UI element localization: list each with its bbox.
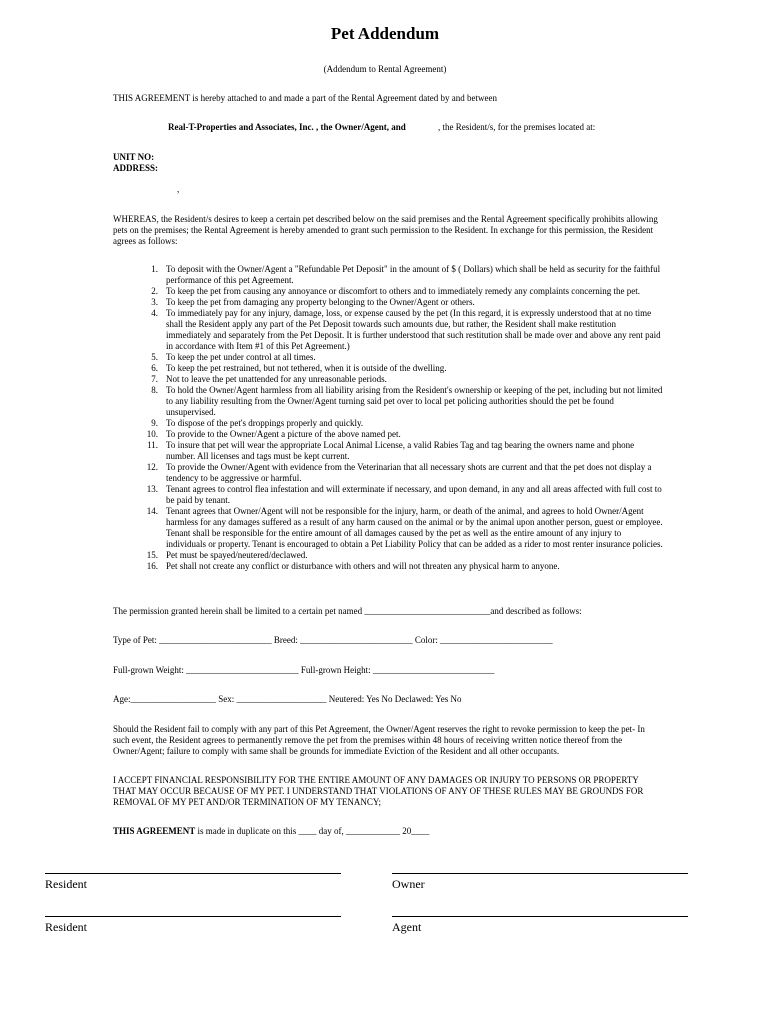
- pet-type-breed-color-fields[interactable]: Type of Pet: _________________________ Breed: _________________________ Color: _________________________: [113, 635, 553, 645]
- list-item-number: 9.: [151, 418, 158, 428]
- intro-text: THIS AGREEMENT is hereby attached to and made a part of the Rental Agreement dated by and between: [113, 93, 497, 103]
- list-item-number: 13.: [146, 484, 158, 494]
- list-item-number: 6.: [151, 363, 158, 373]
- list-item-text: Pet shall not create any conflict or disturbance with others and will not threaten any physical harm to anyone.: [166, 561, 560, 571]
- list-item-number: 15.: [146, 550, 158, 560]
- list-item: [113, 418, 663, 429]
- pet-age-sex-fields[interactable]: Age:___________________ Sex: ____________________ Neutered: Yes No Declawed: Yes No: [113, 694, 462, 704]
- list-item-number: 5.: [151, 352, 158, 362]
- unit-label: UNIT NO:: [113, 152, 155, 162]
- list-item-text: To hold the Owner/Agent harmless from all liability arising from the Resident's ownership or keeping of the pet, including but not limited to any liability resulting from the Owner/Agent turning said pet over to local pet policing authorities should the pet be found unsupervised.: [166, 385, 663, 417]
- duplicate-rest[interactable]: is made in duplicate on this ____ day of, ____________ 20____: [195, 826, 430, 836]
- list-item: [113, 440, 663, 462]
- revocation-paragraph: Should the Resident fail to comply with any part of this Pet Agreement, the Owner/Agent reserves the right to revoke permission to keep the pet- In such event, the Resident agrees to permanently remove the pet from the premises within 48 hours of receiving written notice thereof from the Owner/Agent; failure to comply with same shall be grounds for immediate Eviction of the Resident and all other occupants.: [113, 724, 645, 756]
- list-item: [113, 297, 663, 308]
- whereas-paragraph: WHEREAS, the Resident/s desires to keep a certain pet described below on the said premises and the Rental Agreement specifically prohibits allowing pets on the premises; the Rental Agreement is hereby amended to grant such permission to the Resident. In exchange for this permission, the Resident agrees as follows:: [113, 214, 658, 246]
- list-item-number: 14.: [146, 506, 158, 516]
- list-item-text: Tenant agrees that Owner/Agent will not be responsible for the injury, harm, or death of the animal, and agrees to hold Owner/Agent harmless for any damages suffered as a result of any harm caused on the animal or by the animal upon another person, guest or employee. Tenant shall be responsible for the entire amount of all damages caused by the pet as well as the entire amount of any injury to individuals or property. Tenant is encouraged to obtain a Pet Liability Policy that can be added as a rider to most renter insurance policies.: [166, 506, 663, 549]
- list-item-number: 1.: [151, 264, 158, 274]
- pet-weight-height-fields[interactable]: Full-grown Weight: _________________________ Full-grown Height: ___________________________: [113, 665, 495, 675]
- list-item-text: Tenant agrees to control flea infestation and will exterminate if necessary, and upon demand, in any and all areas affected with full cost to be paid by tenant.: [166, 484, 662, 505]
- list-item: [113, 561, 663, 572]
- resident-label-2: Resident: [45, 920, 87, 934]
- list-item-number: 4.: [151, 308, 158, 318]
- page-subtitle: (Addendum to Rental Agreement): [323, 64, 447, 74]
- list-item-text: To insure that pet will wear the appropriate Local Animal License, a valid Rabies Tag and tag bearing the owners name and phone number. All licenses and tags must be kept current.: [166, 440, 635, 461]
- list-item: [113, 484, 663, 506]
- list-item: [113, 352, 663, 363]
- list-item: [113, 286, 663, 297]
- list-item: [113, 506, 663, 550]
- duplicate-statement: [113, 826, 429, 837]
- list-item-number: 16.: [146, 561, 158, 571]
- list-item-number: 11.: [147, 440, 158, 450]
- list-item: [113, 264, 663, 286]
- address-comma: ,: [177, 184, 180, 194]
- list-item-number: 7.: [151, 374, 158, 384]
- list-item-text: To keep the pet from damaging any property belonging to the Owner/Agent or others.: [166, 297, 475, 307]
- resident-party: , the Resident/s, for the premises located at:: [438, 122, 596, 132]
- list-item-text: To deposit with the Owner/Agent a "Refundable Pet Deposit" in the amount of $ ( Dollars) which shall be held as security for the faithful performance of this pet Agreement.: [166, 264, 661, 285]
- list-item-text: To provide to the Owner/Agent a picture of the above named pet.: [166, 429, 401, 439]
- list-item: [113, 550, 663, 561]
- acceptance-paragraph: I ACCEPT FINANCIAL RESPONSIBILITY FOR THE ENTIRE AMOUNT OF ANY DAMAGES OR INJURY TO PERSONS OR PROPERTY THAT MAY OCCUR BECAUSE OF MY PET. I UNDERSTAND THAT VIOLATIONS OF ANY OF THESE RULES MAY BE GROUNDS FOR REMOVAL OF MY PET AND/OR TERMINATION OF MY TENANCY;: [113, 775, 644, 807]
- list-item: [113, 308, 663, 352]
- page-title: Pet Addendum: [330, 24, 440, 43]
- terms-list: [113, 264, 663, 572]
- list-item-text: To keep the pet under control at all times.: [166, 352, 316, 362]
- duplicate-bold: THIS AGREEMENT: [113, 826, 196, 836]
- list-item-text: To provide the Owner/Agent with evidence from the Veterinarian that all necessary shots are current and that the pet does not display a tendency to be aggressive or harmful.: [166, 462, 652, 483]
- resident-signature-line-1[interactable]: [45, 873, 341, 874]
- list-item-text: To keep the pet restrained, but not tethered, when it is outside of the dwelling.: [166, 363, 447, 373]
- list-item: [113, 385, 663, 418]
- list-item: [113, 462, 663, 484]
- list-item: [113, 363, 663, 374]
- agent-label: Agent: [392, 920, 422, 934]
- list-item-text: To immediately pay for any injury, damage, loss, or expense caused by the pet (In this regard, it is expressly understood that at no time shall the Resident apply any part of the Pet Deposit towards such amounts due, but rather, the Resident shall make restitution immediately and separately from the Pet Deposit. It is further understood that such restitution shall be made over and above any rent paid in accordance with Item #1 of this Pet Agreement.): [166, 308, 661, 351]
- list-item-number: 10.: [146, 429, 158, 439]
- list-item-text: To keep the pet from causing any annoyance or discomfort to others and to immediately remedy any complaints concerning the pet.: [166, 286, 640, 296]
- list-item-number: 2.: [151, 286, 158, 296]
- list-item-text: Not to leave the pet unattended for any unreasonable periods.: [166, 374, 387, 384]
- owner-signature-line[interactable]: [392, 873, 688, 874]
- list-item-text: Pet must be spayed/neutered/declawed.: [166, 550, 308, 560]
- resident-signature-line-2[interactable]: [45, 916, 341, 917]
- owner-party: Real-T-Properties and Associates, Inc. , the Owner/Agent, and: [168, 122, 406, 132]
- list-item: [113, 429, 663, 440]
- permission-text: The permission granted herein shall be limited to a certain pet named ____________________________and described as follows:: [113, 606, 582, 616]
- resident-label-1: Resident: [45, 877, 87, 891]
- list-item-number: 8.: [151, 385, 158, 395]
- list-item-number: 3.: [151, 297, 158, 307]
- agent-signature-line[interactable]: [392, 916, 688, 917]
- list-item-text: To dispose of the pet's droppings properly and quickly.: [166, 418, 364, 428]
- owner-label: Owner: [392, 877, 425, 891]
- list-item: [113, 374, 663, 385]
- address-label: ADDRESS:: [113, 163, 159, 173]
- list-item-number: 12.: [146, 462, 158, 472]
